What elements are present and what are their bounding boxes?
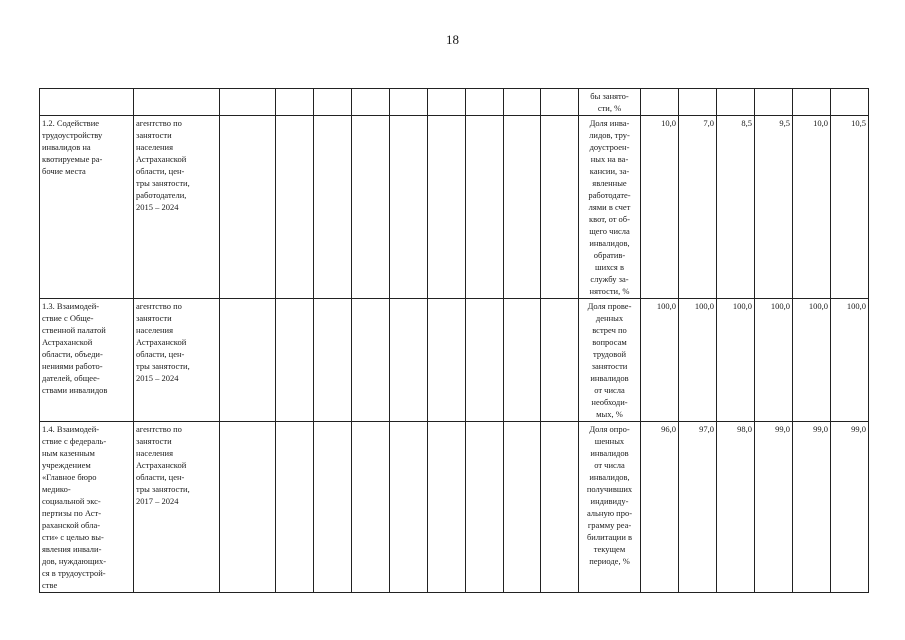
value-cell: 100,0 <box>793 299 831 422</box>
value-cell: 10,0 <box>793 116 831 299</box>
indicator-cell: бы занято- сти, % <box>579 89 641 116</box>
value-cell: 100,0 <box>641 299 679 422</box>
executor-cell: агентство по занятости населения Астраханской области, цен- тры занятости, работодатели, 2015 – 2024 <box>134 116 220 299</box>
value-cell: 9,5 <box>755 116 793 299</box>
table-row <box>40 422 869 593</box>
item-cell: 1.4. Взаимодей- ствие с федераль- ным казенным учреждением «Главное бюро медико- социальной экс- пертизы по Аст- раханской обла- сти» с целью вы- явления инвали- дов, нуждающих- ся в трудоустрой- стве <box>40 422 134 593</box>
executor-cell: агентство по занятости населения Астраханской области, цен- тры занятости, 2017 – 2024 <box>134 422 220 593</box>
value-cell: 96,0 <box>641 422 679 593</box>
table-row-continuation <box>40 89 869 116</box>
value-cell: 99,0 <box>831 422 869 593</box>
value-cell: 100,0 <box>755 299 793 422</box>
item-cell: 1.3. Взаимодей- ствие с Обще- ственной палатой Астраханской области, объеди- нениями работо- дателей, общее- ствами инвалидов <box>40 299 134 422</box>
value-cell: 99,0 <box>755 422 793 593</box>
value-cell: 10,5 <box>831 116 869 299</box>
table-row <box>40 299 869 422</box>
indicator-cell: Доля опро- шенных инвалидов от числа инвалидов, получивших индивиду- альную про- грамму реа- билитации в текущем периоде, % <box>579 422 641 593</box>
value-cell: 7,0 <box>679 116 717 299</box>
executor-cell: агентство по занятости населения Астраханской области, цен- тры занятости, 2015 – 2024 <box>134 299 220 422</box>
value-cell: 100,0 <box>679 299 717 422</box>
page-number: 18 <box>446 32 459 47</box>
value-cell: 98,0 <box>717 422 755 593</box>
value-cell: 97,0 <box>679 422 717 593</box>
value-cell: 100,0 <box>717 299 755 422</box>
indicator-cell: Доля прове- денных встреч по вопросам трудовой занятости инвалидов от числа необходи- мых, % <box>579 299 641 422</box>
indicator-cell: Доля инва- лидов, тру- доустроен- ных на ва- кансии, за- явленные работодате- лями в счет квот, от об- щего числа инвалидов, обратив- шихся в службу за- нятости, % <box>579 116 641 299</box>
program-table <box>39 88 869 593</box>
value-cell: 100,0 <box>831 299 869 422</box>
value-cell: 10,0 <box>641 116 679 299</box>
item-cell: 1.2. Содействие трудоустройству инвалидов на квотируемые ра- бочие места <box>40 116 134 299</box>
value-cell: 8,5 <box>717 116 755 299</box>
value-cell: 99,0 <box>793 422 831 593</box>
table-row <box>40 116 869 299</box>
